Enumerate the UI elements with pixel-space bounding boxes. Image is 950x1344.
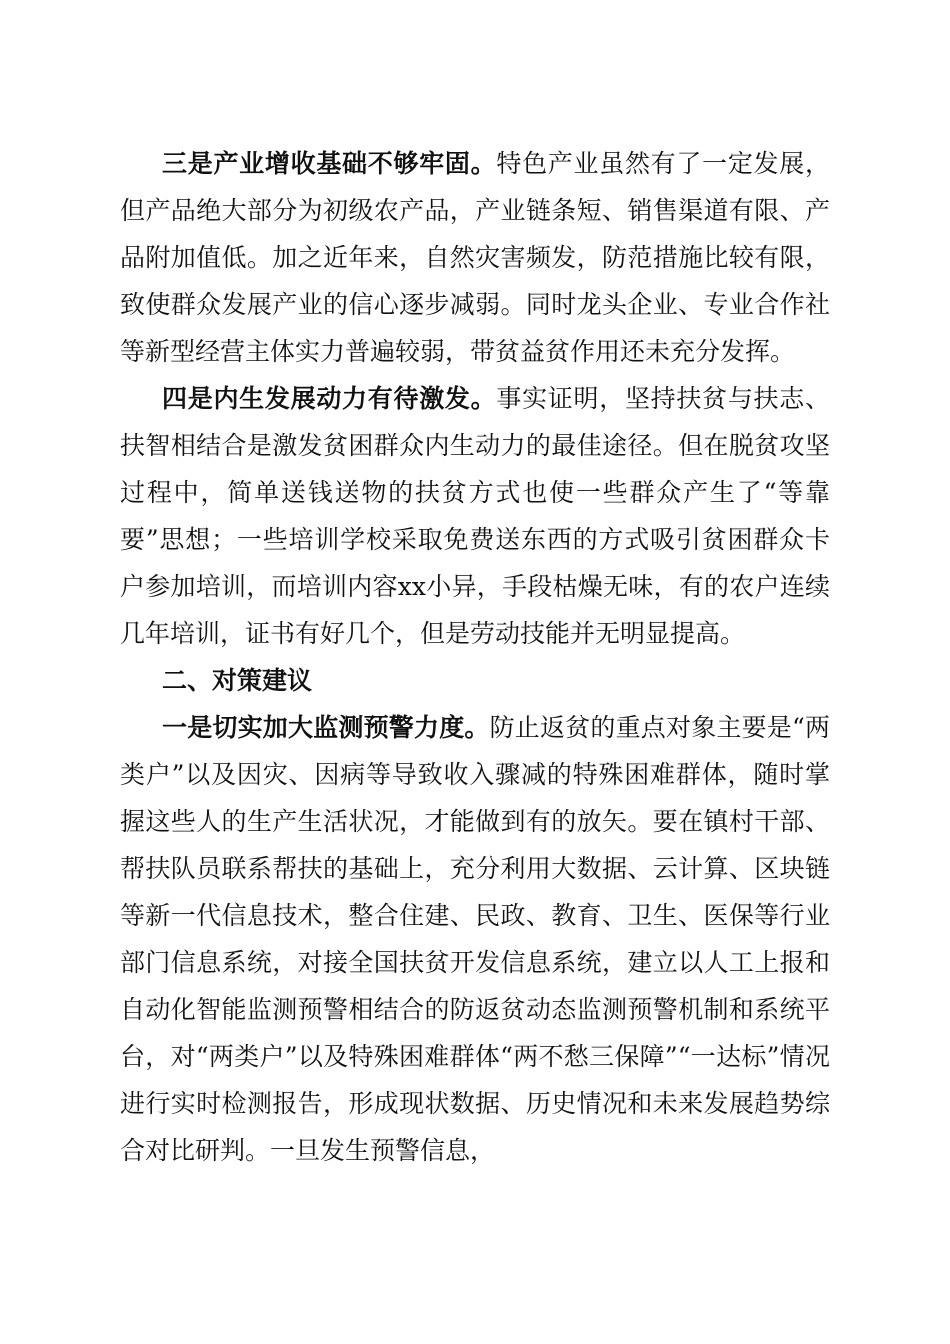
paragraph-text: 事实证明，坚持扶贫与扶志、扶智相结合是激发贫困群众内生动力的最佳途径。但在脱贫攻坚过程中，简单送钱送物的扶贫方式也使一些群众产生了“等靠要”思想；一些培训学校采取免费送东西的方式吸引贫困群众卡户参加培训，而培训内容xx小异，手段枯燥无味，有的农户连续几年培训，证书有好几个，但是劳动技能并无明显提高。	[120, 384, 830, 648]
section-heading: 二、对策建议	[162, 666, 313, 695]
paragraph-lead: 三是产业增收基础不够牢固。	[162, 149, 497, 178]
paragraph-industry-income	[120, 140, 830, 375]
paragraph-text: 特色产业虽然有了一定发展，但产品绝大部分为初级农产品，产业链条短、销售渠道有限、产品附加值低。加之近年来，自然灾害频发，防范措施比较有限，致使群众发展产业的信心逐步减弱。同时龙头企业、专业合作社等新型经营主体实力普遍较弱，带贫益贫作用还未充分发挥。	[120, 149, 830, 366]
paragraph-text: 防止返贫的重点对象主要是“两类户”以及因灾、因病等导致收入骤减的特殊困难群体，随时掌握这些人的生产生活状况，才能做到有的放矢。要在镇村干部、帮扶队员联系帮扶的基础上，充分利用大数据、云计算、区块链等新一代信息技术，整合住建、民政、教育、卫生、医保等行业部门信息系统，对接全国扶贫开发信息系统，建立以人工上报和自动化智能监测预警相结合的防返贫动态监测预警机制和系统平台，对“两类户”以及特殊困难群体“两不愁三保障”“一达标”情况进行实时检测报告，形成现状数据、历史情况和未来发展趋势综合对比研判。一旦发生预警信息，	[120, 713, 830, 1165]
document-body	[120, 140, 830, 1174]
paragraph-internal-motivation	[120, 375, 830, 657]
paragraph-lead: 一是切实加大监测预警力度。	[162, 713, 490, 742]
paragraph-monitoring-warning	[120, 704, 830, 1174]
paragraph-lead: 四是内生发展动力有待激发。	[162, 384, 497, 413]
